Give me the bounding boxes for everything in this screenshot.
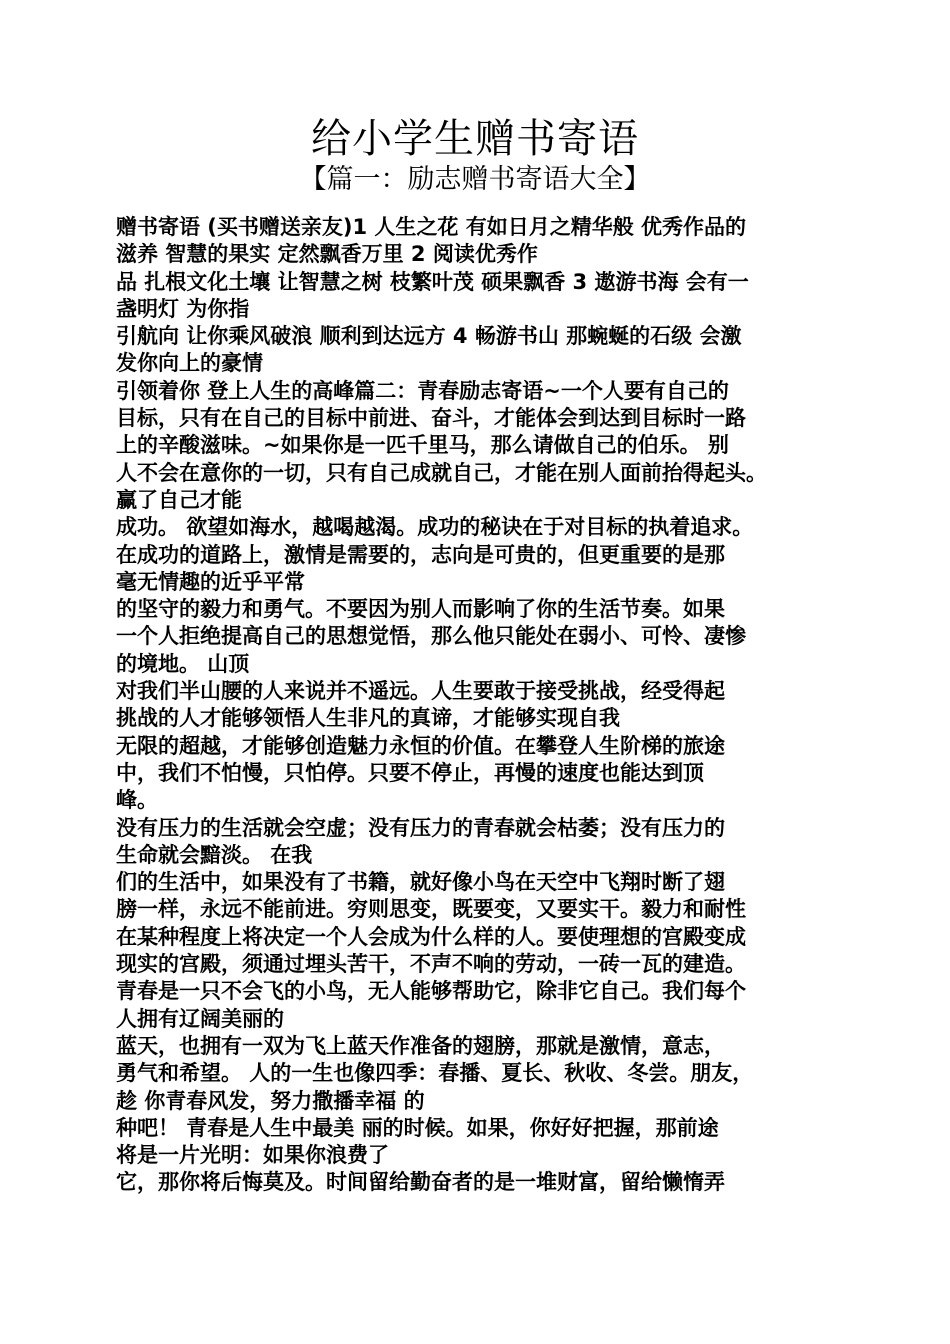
body-text-line: 毫无情趣的近乎平常 [116, 569, 305, 594]
body-text-line: 引领着你 登上人生的高峰篇二：青春励志寄语~一个人要有自己的 [116, 378, 729, 403]
body-text-line: 上的辛酸滋味。~如果你是一匹千里马，那么请做自己的伯乐。 别 [116, 433, 729, 458]
body-text-line: 目标，只有在自己的目标中前进、奋斗，才能体会到达到目标时一路 [116, 406, 746, 431]
body-text-line: 生命就会黯淡。 在我 [116, 842, 313, 867]
body-text-line: 在成功的道路上，激情是需要的，志向是可贵的，但更重要的是那 [116, 542, 725, 567]
body-text-line: 青春是一只不会飞的小鸟，无人能够帮助它，除非它自己。我们每个 [116, 979, 746, 1004]
body-text-line: 膀一样，永远不能前进。穷则思变，既要变，又要实干。毅力和耐性 [116, 897, 746, 922]
body-text-line: 蓝天，也拥有一双为飞上蓝天作准备的翅膀，那就是激情，意志， [116, 1033, 725, 1058]
body-text-line: 盏明灯 为你指 [116, 296, 250, 321]
body-text-line: 种吧！ 青春是人生中最美 丽的时候。如果，你好好把握，那前途 [116, 1115, 719, 1140]
body-text-line: 发你向上的豪情 [116, 351, 263, 376]
body-text-line: 中，我们不怕慢，只怕停。只要不停止，再慢的速度也能达到顶 [116, 760, 704, 785]
body-text-line: 人不会在意你的一切，只有自己成就自己，才能在别人面前抬得起头。 [116, 460, 767, 485]
body-text-line: 在某种程度上将决定一个人会成为什么样的人。要使理想的宫殿变成 [116, 924, 746, 949]
body-text-line: 它，那你将后悔莫及。时间留给勤奋者的是一堆财富，留给懒惰弄 [116, 1170, 725, 1195]
body-text-line: 的坚守的毅力和勇气。不要因为别人而影响了你的生活节奏。如果 [116, 597, 725, 622]
body-text-line: 勇气和希望。 人的一生也像四季：春播、夏长、秋收、冬尝。朋友， [116, 1061, 754, 1086]
body-text-line: 人拥有辽阔美丽的 [116, 1006, 284, 1031]
body-text-line: 们的生活中，如果没有了书籍，就好像小鸟在天空中飞翔时断了翅 [116, 870, 725, 895]
body-text-line: 趁 你青春风发，努力撒播幸福 的 [116, 1088, 425, 1113]
body-text-line: 成功。 欲望如海水，越喝越渴。成功的秘诀在于对目标的执着追求。 [116, 515, 754, 540]
body-text-line: 的境地。 山顶 [116, 651, 250, 676]
body-text-line: 峰。 [116, 788, 158, 813]
body-text-line: 将是一片光明：如果你浪费了 [116, 1143, 389, 1168]
body-text-line: 一个人拒绝提高自己的思想觉悟，那么他只能处在弱小、可怜、凄惨 [116, 624, 746, 649]
body-text-line: 滋养 智慧的果实 定然飘香万里 2 阅读优秀作 [116, 242, 538, 267]
body-text-line: 引航向 让你乘风破浪 顺利到达远方 4 畅游书山 那蜿蜒的石级 会激 [116, 324, 742, 349]
body-text-line: 品 扎根文化土壤 让智慧之树 枝繁叶茂 硕果飘香 3 遨游书海 会有一 [116, 269, 749, 294]
document-body [116, 214, 856, 1197]
body-text-line: 现实的宫殿，须通过埋头苦干，不声不响的劳动，一砖一瓦的建造。 [116, 952, 746, 977]
body-text-line: 没有压力的生活就会空虚；没有压力的青春就会枯萎；没有压力的 [116, 815, 725, 840]
body-text-line: 赢了自己才能 [116, 487, 242, 512]
body-text-line: 无限的超越，才能够创造魅力永恒的价值。在攀登人生阶梯的旅途 [116, 733, 725, 758]
body-text-line: 赠书寄语 (买书赠送亲友)1 人生之花 有如日月之精华般 优秀作品的 [116, 215, 747, 239]
body-text-line: 对我们半山腰的人来说并不遥远。人生要敢于接受挑战，经受得起 [116, 679, 725, 704]
body-text-line: 挑战的人才能够领悟人生非凡的真谛，才能够实现自我 [116, 706, 620, 731]
document-subtitle: 【篇一：励志赠书寄语大全】 [299, 164, 651, 195]
document-title: 给小学生赠书寄语 [311, 116, 639, 162]
